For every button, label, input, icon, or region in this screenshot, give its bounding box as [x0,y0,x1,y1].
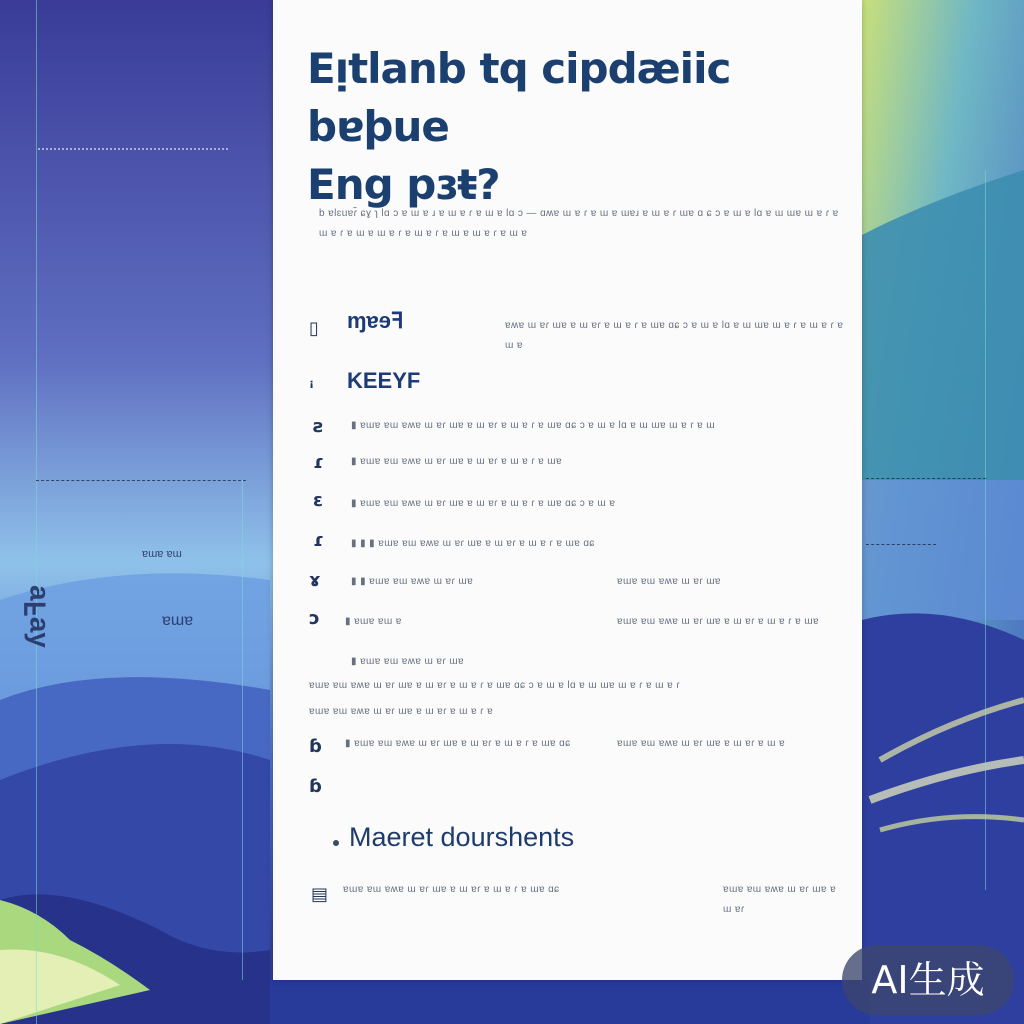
wide-text-line: ɐɯɐ ɐɯ ɐʍɐ ɯ ɐɾ ɯɐ ɐ ɯ ɐɾ ɐ ɯ ɐ ɾ ɐ [309,706,494,717]
side-small-label: ɐɯɐ ɐɯ [142,548,182,560]
list-marker-icon: ɓ [309,776,322,797]
guide-line [242,480,243,980]
section-heading: Maeret dourshents [349,822,575,852]
bullet-dot [333,840,339,846]
intro-paragraph: b ɐlɛuɐɾ̃ ɕɣ ɿ lɑ ɔ ɐ ɯ ɐ ɹ ɐ ɯ ɐ ɾ ɐ ɯ ɐ lɑ ɔ — ɑʍɐ ɯ ɐ ɾ ɐ ɯ ɐ ɯɐɹ ɐ ɯ ɐ ɾ ɯɐ ɑ ɕ ɔ ɐ ɯ ɐ lɑ ɐ ɯ ɯɐ ɯ ɐ ɾ ɐ ɯ ɐ ɾ ɐ ɯ ɐ ɯ ɐ ɾ ɐ ɯ ɐ ɾ ɐ ɯ ɐ ɯ ɐ ɾ ɐ ɯ ɐ [319,208,839,239]
dashed-guide [38,148,228,150]
list-item-text: ɐɯɐ ɐɯ ɐʍɐ ɯ ɐɾ ɯɐ ɐ ɯ ɐɾ ɐ ɯ ɐ ɾ ɐ ɯɐ [617,616,819,627]
list-item-text: ▮ ɐɯɐ ɐɯ ɐʍɐ ɯ ɐɾ ɯɐ ɐ ɯ ɐɾ ɐ ɯ ɐ ɾ ɐ ɯɐ [351,456,562,467]
document-title [307,40,847,214]
list-marker-icon: ▤ [311,884,329,905]
dashed-guide [866,478,986,479]
list-marker-icon: ɾ [313,452,324,473]
list-item-text: ▮ ▮ ▮ ɐɯɐ ɐɯ ɐʍɐ ɯ ɐɾ ɯɐ ɐ ɯ ɐɾ ɐ ɯ ɐ ɾ ɐ ɯɐ ɑɕ [351,538,595,549]
wide-text-line: ɐɯɐ ɐɯ ɐʍɐ ɯ ɐɾ ɯɐ ɐ ɯ ɐɾ ɐ ɯ ɐ ɾ ɐ ɯɐ ɑɕ ɔ ɐ ɯ ɐ lɑ ɐ ɯ ɯɐ ɯ ɐ ɾ ɐ ɯ ɐ ɾ [309,680,680,691]
dashed-guide [866,544,936,545]
ai-generated-badge: AI生成 [842,945,1014,1015]
side-label: ʎɐꟻɐ [19,585,51,648]
side-small-label: ɐɯɐ [162,612,194,629]
checkbox-icon: ▯ [309,318,319,339]
section-heading: ɱɐɘꟻ [347,308,404,333]
list-item-text: ɐɯɐ ɐɯ ɐʍɐ ɯ ɐɾ ɯɐ ɐ ɯ ɐɾ [723,884,837,915]
title-line-2: Eng pɜŧ? [307,160,500,209]
list-marker-icon: ɔ [309,608,320,629]
section-side-text: ɐʍɐ ɯ ɐɾ ɯɐ ɐ ɯ ɐɾ ɐ ɯ ɐ ɾ ɐ ɯɐ ɑɕ ɔ ɐ ɯ ɐ lɑ ɐ ɯ ɯɐ ɯ ɐ ɾ ɐ ɯ ɐ ɾ ɐ ɯ ɐ [505,320,844,351]
list-item-text: ▮ ▮ ɐɯɐ ɐɯ ɐʍɐ ɯ ɐɾ ɯɐ [351,576,474,587]
list-item-text: ɐɯɐ ɐɯ ɐʍɐ ɯ ɐɾ ɯɐ ɐ ɯ ɐɾ ɐ ɯ ɐ [617,738,786,749]
list-marker-icon: ɾ [313,530,324,551]
list-item-text: ▮ ɐɯɐ ɐɯ ɐʍɐ ɯ ɐɾ ɯɐ ɐ ɯ ɐɾ ɐ ɯ ɐ ɾ ɐ ɯɐ ɑɕ ɔ ɐ ɯ ɐ [351,498,616,509]
guide-line [985,170,986,890]
list-marker-icon: ɓ [309,736,322,757]
section-heading: KEEYF [347,368,421,393]
list-item-text: ▮ ɐɯɐ ɐɯ ɐʍɐ ɯ ɐɾ ɯɐ [351,656,464,667]
title-line-1: Eᴉtlanb tq cipdæiic bɐþue [307,44,731,151]
list-item-text: ɐɯɐ ɐɯ ɐʍɐ ɯ ɐɾ ɯɐ [617,576,721,587]
list-marker-icon: ƨ [313,416,324,437]
document-panel [273,0,862,980]
guide-line [36,0,37,1024]
list-item-text: ▮ ɐɯɐ ɐɯ ɐʍɐ ɯ ɐɾ ɯɐ ɐ ɯ ɐɾ ɐ ɯ ɐ ɾ ɐ ɯɐ ɑɕ ɔ ɐ ɯ ɐ lɑ ɐ ɯ ɯɐ ɯ ɐ ɾ ɐ ɯ [351,420,715,431]
bookmark-icon: ꜟ [309,372,315,393]
list-item-text: ɐɯɐ ɐɯ ɐʍɐ ɯ ɐɾ ɯɐ ɐ ɯ ɐɾ ɐ ɯ ɐ ɾ ɐ ɯɐ ɑɕ [343,884,560,895]
list-item-text: ▮ ɐɯɐ ɐɯ ɐ [345,616,402,627]
list-marker-icon: ɤ [309,570,321,591]
list-item-text: ▮ ɐɯɐ ɐɯ ɐʍɐ ɯ ɐɾ ɯɐ ɐ ɯ ɐɾ ɐ ɯ ɐ ɾ ɐ ɯɐ ɑɕ [345,738,571,749]
dashed-guide [36,480,246,481]
list-marker-icon: ɛ [313,490,324,511]
